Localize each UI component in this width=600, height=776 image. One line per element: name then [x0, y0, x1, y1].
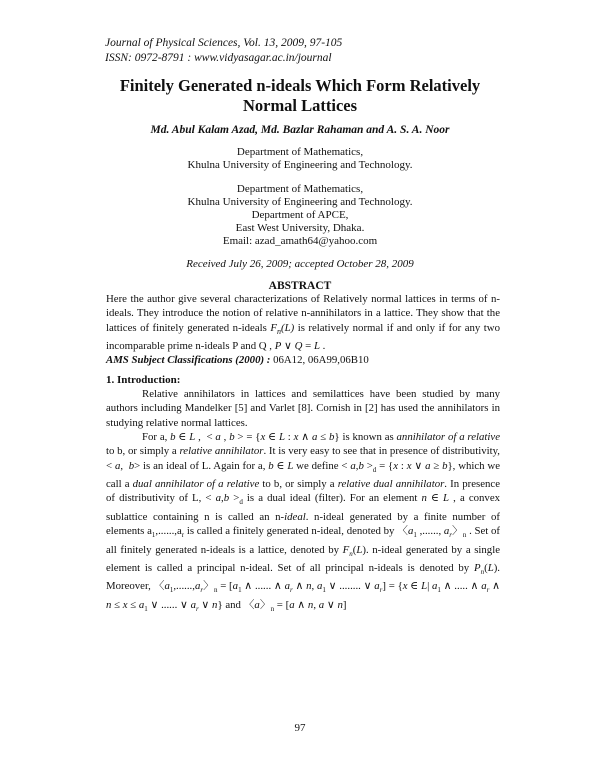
affiliation-2: Khulna University of Engineering and Technology. [187, 159, 413, 171]
ams-codes: 06A12, 06A99,06B10 [273, 354, 369, 367]
page-number: 97 [294, 722, 306, 734]
title-line-2: Normal Lattices [242, 96, 358, 115]
formula-p-join-q: P ∨ Q = L . [274, 340, 326, 353]
authors: Md. Abul Kalam Azad, Md. Bazlar Rahaman and A. S. A. Noor [150, 124, 450, 136]
affiliation-3: Department of Mathematics, [236, 183, 364, 195]
issn-line: ISSN: 0972-8791 : www.vidyasagar.ac.in/journal [105, 52, 332, 64]
formula-fn-l: $F_n(L)$ [270, 321, 295, 336]
abstract-text-2: is relatively normal if and only if for any two incomparable prime n-ideals P and Q , [106, 321, 501, 353]
abstract-text-1: Here the author give several characterizations of Relatively normal lattices in terms of n-ideals. They introduce the notion of relative n-annihilators in a lattice. They show that the lattices of finitely generated n-ideals [106, 293, 500, 334]
abstract-body [106, 292, 500, 368]
affiliation-6: East West University, Dhaka. [235, 222, 365, 234]
intro-paragraph-2: For a, b ∈ L , < a , b > = {x ∈ L : x ∧ a ≤ b} is known as annihilator of a relative to b, or simply a relative annihilator. It is very easy to see that in presence of distributivity, < a, b> is an ideal of L. Again for a, b ∈ L we define < $a,b >_d = \{x$ : x ∨ a ≥ b}, which we call a dual annihilator of a relative to b, or simply a relative dual annihilator. In presence of distributivity of L, < $a,b >_d$ is a dual ideal (filter). For an element n ∈ L , a convex sublattice containing n is called an n-ideal. n-ideal generated by a finite number of elements $a_1,......,a_r$ is called a finitely generated n-ideal, denoted by 〈$a_1$ ,......, $a_r$〉$_n$ . Set of all finitely generated n-ideals is a lattice, denoted by $F_n(L)$. n-ideal generated by a single element is called a principal n-ideal. Set of all principal n-ideals is denoted by $P_n(L)$. Moreover, 〈$a_1,......,a_r$〉$_n = [a_1$ ∧ ...... ∧ $a_r$ ∧ n, $a_1$ ∨ ........ ∨ $a_r] = \{x$ ∈ L| $a_1$ ∧ ..... ∧ $a_r$ ∧ $n \le x \le a_1$ ∨ ...... ∨ $a_r$ ∨ n} and 〈a〉$_n$ = [a ∧ n, a ∨ n] [106, 431, 501, 614]
affiliation-1: Department of Mathematics, [236, 146, 364, 158]
affiliation-4: Khulna University of Engineering and Technology. [187, 196, 413, 208]
abstract-heading: ABSTRACT [268, 280, 332, 292]
journal-line: Journal of Physical Sciences, Vol. 13, 2009, 97-105 [105, 37, 343, 49]
affiliation-5: Department of APCE, [251, 209, 349, 221]
ams-label: AMS Subject Classifications (2000) : [106, 354, 271, 367]
title-line-1: Finitely Generated n-ideals Which Form Relatively [119, 76, 481, 95]
intro-paragraph-1: Relative annihilators in lattices and semilattices have been studied by many authors including Mandelker [5] and Varlet [8]. Cornish in [2] has used the annihilators in studying relative normal lattices. [106, 388, 500, 429]
email: Email: azad_amath64@yahoo.com [222, 235, 378, 247]
section-heading: 1. Introduction: [106, 374, 181, 386]
received-date: Received July 26, 2009; accepted October 28, 2009 [186, 258, 414, 270]
